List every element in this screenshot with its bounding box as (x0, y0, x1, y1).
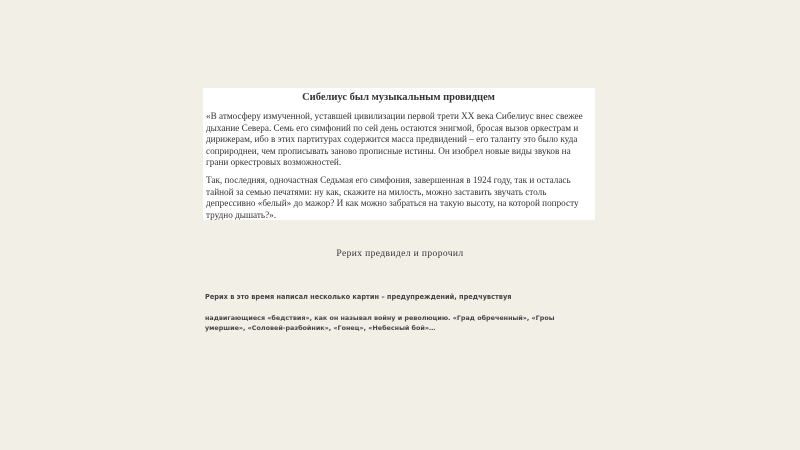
roerich-title: Рерих предвидел и пророчил (336, 249, 464, 259)
sibelius-title: Сибелиус был музыкальным провидцем (302, 92, 495, 103)
sibelius-paragraph-1: «В атмосферу измученной, уставшей цивилизации первой трети XX века Сибелиус внес свежее дыхание Севера. Семь его симфоний по сей день остаются энигмой, бросая вызов оркестрам и дирижерам, ибо в этих партитурах содержится масса предвидений – его таланту это было куда соприроднеи, чем прописывать заново прописные истины. Он изобрел новые виды звуков на грани оркестровых возможностей. (206, 111, 583, 168)
roerich-text-line-2: надвигающиеся «бедствия», как он называл войну и революцию. «Град обреченный», «Гроы умершие», «Соловей-разбойник», «Гонец», «Небесный бой»… (205, 314, 555, 332)
sibelius-paragraph-2: Так, последняя, одночастная Седьмая его симфония, завершенная в 1924 году, так и осталась тайной за семью печатями: ну как, скажите на милость, можно заставить звучать столь депрессивно «белый» до мажор? И как можно забраться на такую высоту, на которой попросту трудно дышать?». (206, 174, 579, 220)
sibelius-quote-box (203, 88, 595, 220)
roerich-text-line-1: Рерих в это время написал несколько картин – предупреждений, предчувствуя (205, 293, 512, 301)
